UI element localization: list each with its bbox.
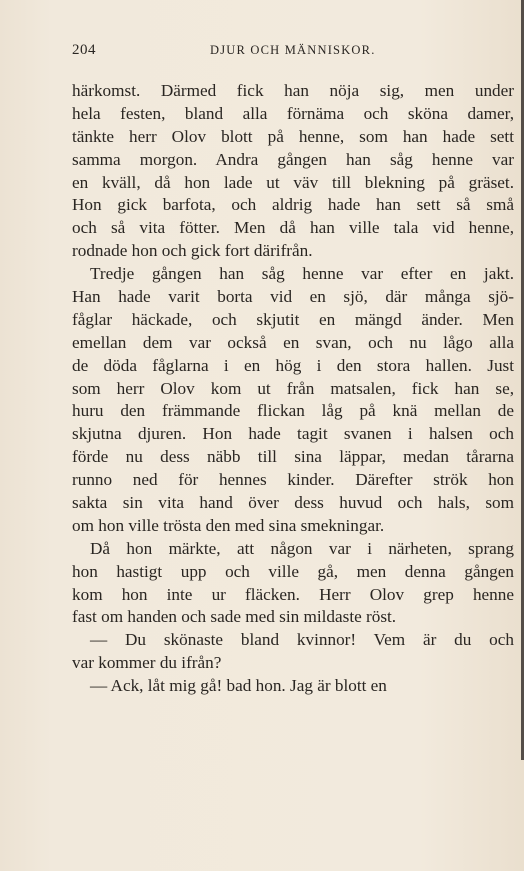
text-line: de döda fåglarna i en hög i den stora hallen. Just <box>72 355 514 375</box>
text-line: förde nu dess näbb till sina läppar, medan tårarna <box>72 447 514 467</box>
text-line: om hon ville trösta den med sina smekningar. <box>72 515 385 535</box>
text-line: Hon gick barfota, och aldrig hade han sett så små <box>72 195 514 215</box>
text-line: tänkte herr Olov blott på henne, som han hade sett <box>72 126 514 146</box>
text-line: emellan dem var också en svan, och nu lågo alla <box>72 332 514 352</box>
text-line: var kommer du ifrån? <box>72 653 222 673</box>
text-line: hela festen, bland alla förnäma och sköna damer, <box>72 103 514 123</box>
text-line: skjutna djuren. Hon hade tagit svanen i halsen och <box>72 424 514 444</box>
text-line: rodnade hon och gick fort därifrån. <box>72 241 313 261</box>
body-text <box>72 80 514 698</box>
text-line: Han hade varit borta vid en sjö, där många sjö- <box>72 287 514 307</box>
text-line: — Ack, låt mig gå! bad hon. Jag är blott en <box>90 676 387 696</box>
text-line: som herr Olov kom ut från matsalen, fick han se, <box>72 378 514 398</box>
text-line: huru den främmande flickan låg på knä mellan de <box>72 401 514 421</box>
text-line: Tredje gången han såg henne var efter en jakt. <box>90 264 514 284</box>
text-line: och så vita fötter. Men då han ville tala vid henne, <box>72 218 514 238</box>
text-line: härkomst. Därmed fick han nöja sig, men under <box>72 81 514 100</box>
text-line: — Du skönaste bland kvinnor! Vem är du och <box>90 630 514 650</box>
text-line: en kväll, då hon lade ut väv till blekning på gräset. <box>72 172 514 192</box>
text-line: kom hon inte ur fläcken. Herr Olov grep henne <box>72 584 514 604</box>
text-line: samma morgon. Andra gången han såg henne var <box>72 149 514 169</box>
text-line: Då hon märkte, att någon var i närheten, sprang <box>90 538 514 558</box>
running-head: DJUR OCH MÄNNISKOR. <box>210 43 376 57</box>
text-line: fåglar häckade, och skjutit en mängd änder. Men <box>72 309 514 329</box>
page-header <box>72 42 514 62</box>
text-line: hon hastigt upp och ville gå, men denna gången <box>72 561 514 581</box>
text-line: sakta sin vita hand över dess huvud och hals, som <box>72 493 514 513</box>
page-number: 204 <box>72 42 96 58</box>
text-line: runno ned för hennes kinder. Därefter strök hon <box>72 470 514 490</box>
text-line: fast om handen och sade med sin mildaste röst. <box>72 607 397 627</box>
